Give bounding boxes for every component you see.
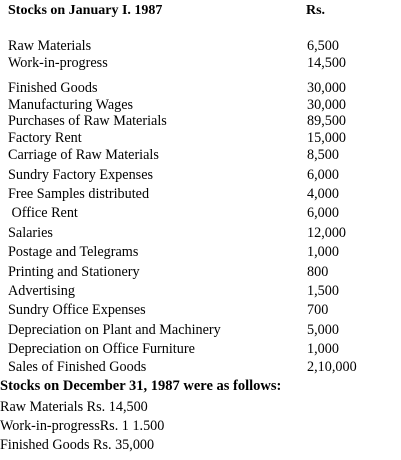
row-value: 800	[307, 264, 329, 280]
closing-stock-line: Finished Goods Rs. 35,000	[0, 437, 155, 453]
row-value: 6,000	[307, 167, 339, 183]
row-value: 1,500	[307, 283, 339, 299]
table-row	[0, 205, 401, 222]
row-label: Advertising	[8, 283, 75, 299]
row-label: Work-in-progress	[8, 55, 108, 71]
row-value: 14,500	[307, 55, 347, 71]
row-value: 1,000	[307, 244, 339, 260]
row-label: Depreciation on Office Furniture	[8, 341, 195, 357]
table-row	[0, 80, 401, 97]
row-value: 8,500	[307, 147, 339, 163]
row-label: Sundry Office Expenses	[8, 302, 146, 318]
row-value: 12,000	[307, 225, 347, 241]
table-row	[0, 55, 401, 72]
closing-stock-heading: Stocks on December 31, 1987 were as follows:	[0, 378, 282, 394]
row-value: 89,500	[307, 113, 347, 129]
table-row	[0, 38, 401, 55]
table-row	[0, 302, 401, 319]
statement-title: Stocks on January I. 1987	[8, 3, 163, 18]
table-row	[0, 359, 401, 376]
row-label: Finished Goods	[8, 80, 98, 96]
row-value: 5,000	[307, 322, 339, 338]
row-value: 30,000	[307, 80, 347, 96]
closing-stock-line: Work-in-progressRs. 1 1.500	[0, 418, 165, 434]
row-label: Manufacturing Wages	[8, 97, 134, 113]
row-label: Purchases of Raw Materials	[8, 113, 167, 129]
row-value: 2,10,000	[307, 359, 357, 375]
row-value: 6,000	[307, 205, 339, 221]
table-row	[0, 186, 401, 203]
row-label: Printing and Stationery	[8, 264, 140, 280]
table-row	[0, 113, 401, 130]
table-row	[0, 244, 401, 261]
table-row	[0, 225, 401, 242]
row-value: 6,500	[307, 38, 339, 54]
table-row	[0, 322, 401, 339]
table-row	[0, 283, 401, 300]
row-label: Carriage of Raw Materials	[8, 147, 159, 163]
table-row	[0, 130, 401, 147]
row-label: Sundry Factory Expenses	[8, 167, 154, 183]
table-row	[0, 264, 401, 281]
row-label: Raw Materials	[8, 38, 92, 54]
row-label: Depreciation on Plant and Machinery	[8, 322, 221, 338]
row-label: Salaries	[8, 225, 53, 241]
currency-header: Rs.	[306, 3, 326, 18]
table-row	[0, 341, 401, 358]
row-label: Postage and Telegrams	[8, 244, 139, 260]
row-value: 1,000	[307, 341, 339, 357]
row-label: Office Rent	[8, 205, 78, 221]
row-value: 700	[307, 302, 329, 318]
row-label: Sales of Finished Goods	[8, 359, 147, 375]
row-value: 15,000	[307, 130, 347, 146]
row-label: Free Samples distributed	[8, 186, 150, 202]
table-row	[0, 147, 401, 164]
table-row	[0, 97, 401, 114]
row-value: 30,000	[307, 97, 347, 113]
row-label: Factory Rent	[8, 130, 82, 146]
closing-stock-line: Raw Materials Rs. 14,500	[0, 399, 148, 415]
table-row	[0, 167, 401, 184]
row-value: 4,000	[307, 186, 339, 202]
